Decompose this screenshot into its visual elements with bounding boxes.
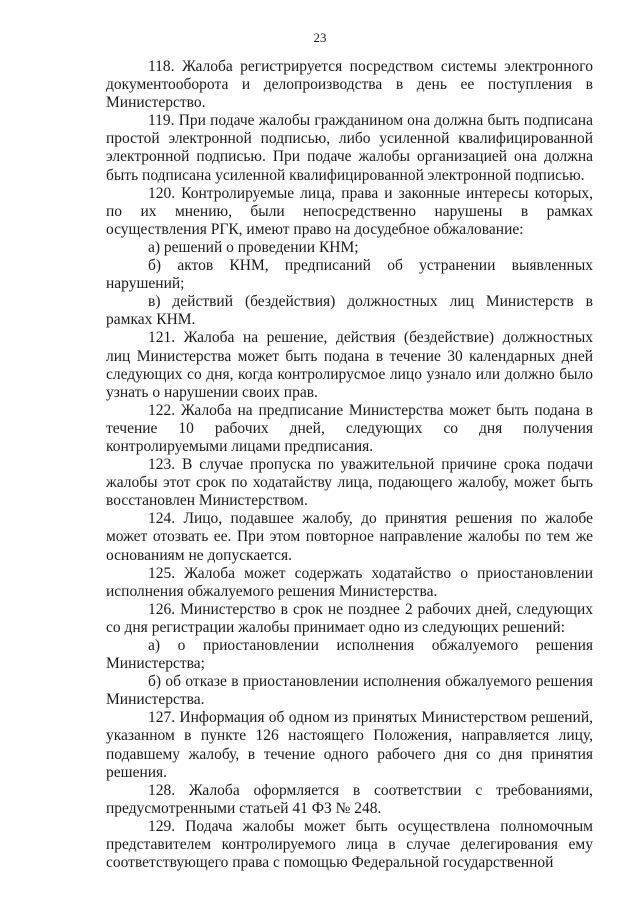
paragraph-121: 121. Жалоба на решение, действия (бездействие) должностных лиц Министерства может быть подана в течение 30 календарных дней следующих со дня, когда контролирусмое лицо узнало или должно было узнать о нарушении своих прав. — [106, 329, 593, 401]
paragraph-127: 127. Информация об одном из принятых Министерством решений, указанном в пункте 126 настоящего Положения, направляется лицу, подавшему жалобу, в течение одного рабочего дня со дня принятия решения. — [106, 709, 593, 781]
paragraph-128: 128. Жалоба оформляется в соответствии с требованиями, предусмотренными статьей 41 ФЗ № 248. — [106, 781, 593, 817]
page-number: 23 — [313, 30, 327, 45]
list-item-120-v: в) действий (бездействия) должностных лиц Министерств в рамках КНМ. — [106, 293, 593, 329]
paragraph-125: 125. Жалоба может содержать ходатайство о приостановлении исполнения обжалуемого решения Министерства. — [106, 564, 593, 600]
list-item-126-b: б) об отказе в приостановлении исполнения обжалуемого решения Министерства. — [106, 673, 593, 709]
list-item-120-b: б) актов КНМ, предписаний об устранении выявленных нарушений; — [106, 257, 593, 293]
paragraph-123: 123. В случае пропуска по уважительной причине срока подачи жалобы этот срок по ходатайству лица, подающего жалобу, может быть восстановлен Министерством. — [106, 456, 593, 510]
document-body — [106, 58, 593, 872]
paragraph-126: 126. Министерство в срок не позднее 2 рабочих дней, следующих со дня регистрации жалобы принимает одно из следующих решений: — [106, 600, 593, 636]
paragraph-120: 120. Контролируемые лица, права и законные интересы которых, по их мнению, были непосредственно нарушены в рамках осуществления РГК, имеют право на досудебное обжалование: — [106, 184, 593, 238]
paragraph-122: 122. Жалоба на предписание Министерства может быть подана в течение 10 рабочих дней, следующих со дня получения контролируемыми лицами предписания. — [106, 401, 593, 455]
list-item-120-a: а) решений о проведении КНМ; — [148, 238, 359, 256]
paragraph-129: 129. Подача жалобы может быть осуществлена полномочным представителем контролируемого лица в случае делегирования ему соответствующего права с помощью Федеральной государственной — [106, 817, 593, 872]
paragraph-124: 124. Лицо, подавшее жалобу, до принятия решения по жалобе может отозвать ее. При этом повторное направление жалобы по тем же основаниям не допускается. — [106, 510, 593, 564]
paragraph-119: 119. При подаче жалобы гражданином она должна быть подписана простой электронной подписью, либо усиленной квалифицированной электронной подписью. При подаче жалобы организацией она должна быть подписана усиленной квалифицированной электронной подписью. — [106, 112, 593, 184]
list-item-126-a: а) о приостановлении исполнения обжалуемого решения Министерства; — [106, 637, 593, 673]
paragraph-118: 118. Жалоба регистрируется посредством системы электронного документооборота и делопроизводства в день ее поступления в Министерство. — [106, 58, 593, 112]
